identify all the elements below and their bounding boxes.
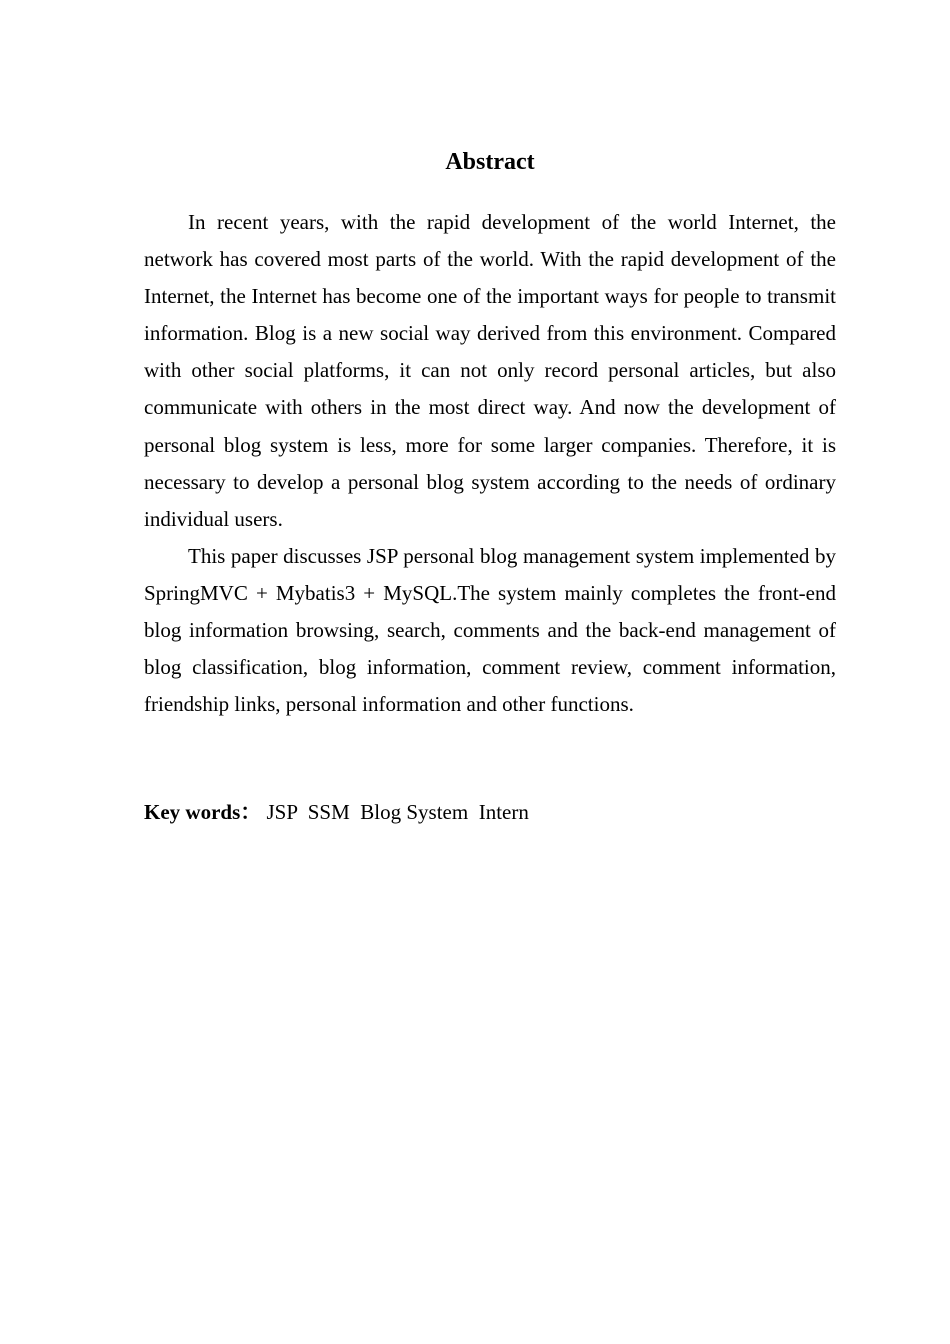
keywords-value: JSP SSM Blog System Intern — [261, 800, 529, 824]
keywords-line — [144, 794, 836, 831]
abstract-title: Abstract — [445, 149, 535, 175]
abstract-paragraph-2: This paper discusses JSP personal blog management system implemented by SpringMVC + Mybatis3 + MySQL.The system mainly completes the front-end blog information browsing, search, comments and the back-end management of blog classification, blog information, comment review, comment information, friendship links, personal information and other functions. — [144, 543, 836, 717]
abstract-body — [144, 204, 836, 723]
keywords-label: Key words： — [144, 800, 262, 824]
abstract-paragraph-1: In recent years, with the rapid development of the world Internet, the network has covered most parts of the world. With the rapid development of the Internet, the Internet has become one of the important ways for people to transmit information. Blog is a new social way derived from this environment. Compared with other social platforms, it can not only record personal articles, but also communicate with others in the most direct way. And now the development of personal blog system is less, more for some larger companies. Therefore, it is necessary to develop a personal blog system according to the needs of ordinary individual users. — [144, 210, 836, 531]
